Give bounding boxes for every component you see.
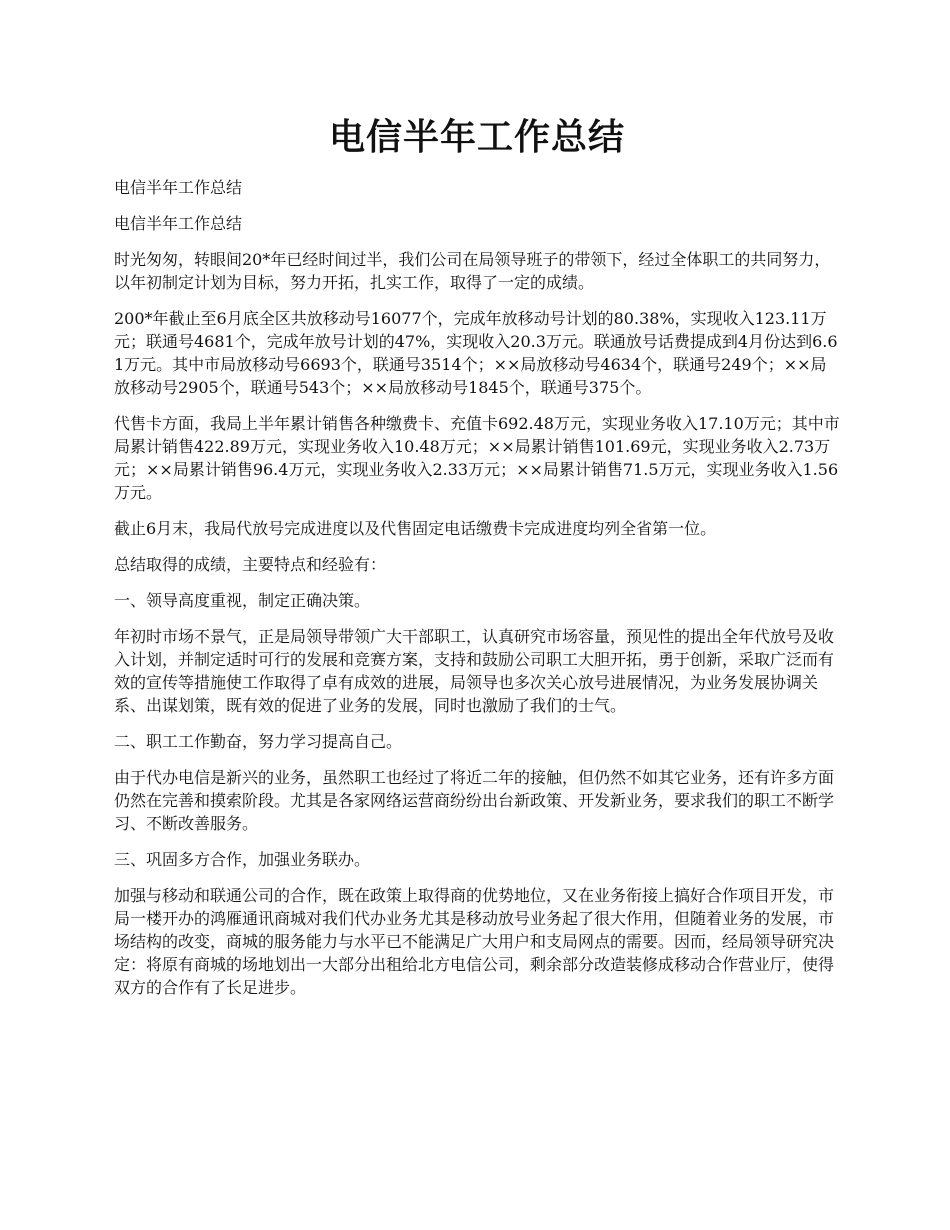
section-heading-1: 一、领导高度重视，制定正确决策。 [114, 591, 371, 610]
paragraph-staff: 由于代办电信是新兴的业务，虽然职工也经过了将近二年的接触，但仍然不如其它业务，还有许多方面仍然在完善和摸索阶段。尤其是各家网络运营商纷纷出台新政策、开发新业务，要求我们的职工不断学习、不断改善服务。 [114, 768, 835, 833]
paragraph-summary-lead: 总结取得的成绩，主要特点和经验有： [114, 555, 387, 574]
paragraph-cooperation: 加强与移动和联通公司的合作，既在政策上取得商的优势地位，又在业务衔接上搞好合作项目开发，市局一楼开办的鸿雁通讯商城对我们代办业务尤其是移动放号业务起了很大作用，但随着业务的发展，市场结构的改变，商城的服务能力与水平已不能满足广大用户和支局网点的需要。因而，经局领导研究决定：将原有商城的场地划出一大部分出租给北方电信公司，剩余部分改造装修成移动合作营业厅，使得双方的合作有了长足进步。 [114, 886, 835, 997]
document-title: 电信半年工作总结 [328, 117, 625, 158]
paragraph-leadership: 年初时市场不景气，正是局领导带领广大干部职工，认真研究市场容量，预见性的提出全年代放号及收入计划，并制定适时可行的发展和竞赛方案，支持和鼓励公司职工大胆开拓，勇于创新，采取广泛而有效的宣传等措施使工作取得了卓有成效的进展，局领导也多次关心放号进展情况，为业务发展协调关系、出谋划策，既有效的促进了业务的发展，同时也激励了我们的士气。 [114, 627, 835, 715]
paragraph-mobile-stats: 200*年截止至6月底全区共放移动号16077个，完成年放移动号计划的80.38%，实现收入123.11万元；联通号4681个，完成年放号计划的47%，实现收入20.3万元。联通放号话费提成到4月份达到6.61万元。其中市局放移动号6693个，联通号3514个；××局放移动号4634个，联通号249个；××局放移动号2905个，联通号543个；××局放移动号1845个，联通号375个。 [114, 309, 838, 397]
paragraph-card-sales: 代售卡方面，我局上半年累计销售各种缴费卡、充值卡692.48万元，实现业务收入17.10万元；其中市局累计销售422.89万元，实现业务收入10.48万元；××局累计销售101.69元，实现业务收入2.73万元；××局累计销售96.4万元，实现业务收入2.33万元；××局累计销售71.5万元，实现业务收入1.56万元。 [114, 414, 840, 502]
paragraph-subtitle-2: 电信半年工作总结 [114, 214, 243, 233]
section-heading-2: 二、职工工作勤奋，努力学习提高自己。 [114, 732, 403, 751]
paragraph-subtitle-1: 电信半年工作总结 [114, 178, 243, 197]
paragraph-intro: 时光匆匆，转眼间20*年已经时间过半，我们公司在局领导班子的带领下，经过全体职工的共同努力，以年初制定计划为目标，努力开拓，扎实工作，取得了一定的成绩。 [114, 250, 831, 292]
document-page [114, 110, 840, 1012]
section-heading-3: 三、巩固多方合作，加强业务联办。 [114, 850, 371, 869]
paragraph-ranking: 截止6月末，我局代放号完成进度以及代售固定电话缴费卡完成进度均列全省第一位。 [114, 519, 717, 538]
